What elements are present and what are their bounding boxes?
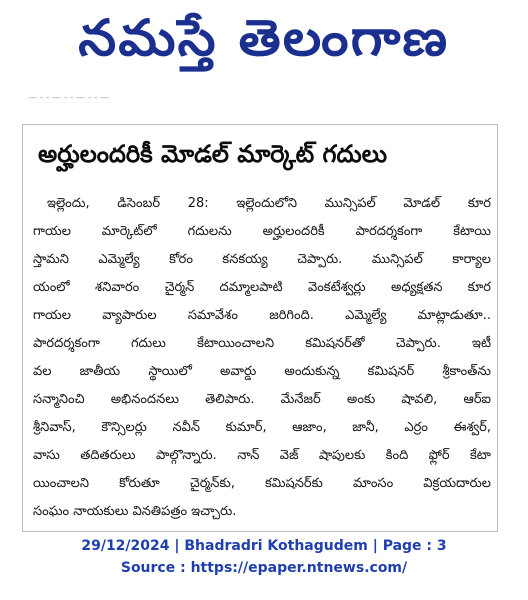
article-line: పారదర్శకంగా గదులు కేటాయించాలని కమిషనర్‌తో చెప్పారు. ఇటీ (33, 336, 491, 351)
article-line: ఇల్లెందు, డిసెంబర్ 28: ఇల్లెందులోని మున్సిపల్ మోడల్ కూర (47, 196, 491, 211)
article-line: గాయల మార్కెట్‌లో గదులను అర్హులందరికీ పారదర్శకంగా కేటాయి (33, 224, 491, 239)
footer-source-line: Source : https://epaper.ntnews.com/ (120, 560, 408, 576)
faded-cut-text: — ‑ ‑ — ‑ ‑ — ‑ ‑ — (28, 93, 110, 103)
article-line: యంలో శనివారం చైర్మన్ దమ్మాలపాటి వెంకటేశ్వర్లు అధ్యక్షతన కూర (33, 280, 491, 295)
newspaper-masthead (0, 0, 528, 88)
article-line: సంఘం నాయకులు వినతిపత్రం ఇచ్చారు. (33, 504, 237, 519)
article-line: శ్రీనివాస్, కౌన్సిలర్లు నవీన్ కుమార్, ఆజాం, జానీ, ఎర్రం ఈశ్వర్, (33, 420, 491, 435)
article-line: స్తామని ఎమ్మెల్యే కోరం కనకయ్య చెప్పారు. మున్సిపల్ కార్యాల (33, 252, 491, 267)
article-body (33, 190, 491, 530)
article-line: వాసు తదితరులు పాల్గొన్నారు. నాన్ వెజ్ షాపులకు కింది ఫ్లోర్ కేటా (33, 448, 491, 463)
article-headline: అర్హులందరికీ మోడల్ మార్కెట్ గదులు (38, 140, 388, 168)
article-line: గాయల వ్యాపారుల సమావేశం జరిగింది. ఎమ్మెల్యే మాట్లాడుతూ.. (33, 308, 491, 323)
article-line: సన్మానించి అభినందనలు తెలిపారు. మేనేజర్ అంకు షావలి, ఆర్‌ఐ (33, 392, 491, 407)
footer-date-line: 29/12/2024 | Bhadradri Kothagudem | Page : 3 (81, 538, 447, 554)
article-line: యించాలని కోరుతూ చైర్మన్‌కు, కమిషనర్‌కు మాంసం విక్రయదారుల (33, 476, 491, 491)
masthead-logo-text: నమస్తే తెలంగాణ (78, 8, 450, 67)
article-line: వల జాతీయ స్థాయిలో అవార్డు అందుకున్న కమిషనర్ శ్రీకాంత్‌ను (33, 364, 491, 379)
